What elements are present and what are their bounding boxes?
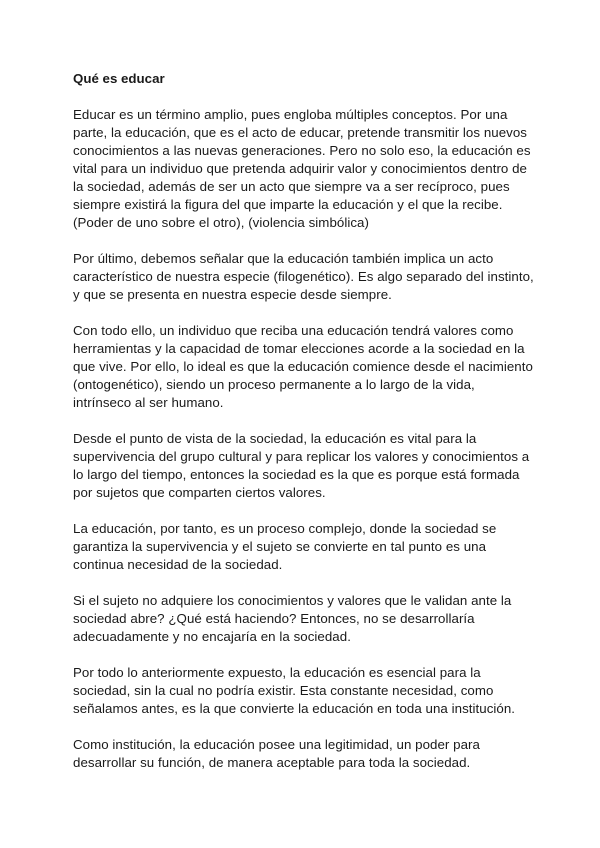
- paragraph-5: La educación, por tanto, es un proceso complejo, donde la sociedad se garantiza la supervivencia y el sujeto se convierte en tal punto es una continua necesidad de la sociedad.: [73, 521, 497, 572]
- document-page: [73, 70, 535, 790]
- document-title: Qué es educar: [73, 71, 165, 86]
- paragraph-4: Desde el punto de vista de la sociedad, la educación es vital para la supervivencia del grupo cultural y para replicar los valores y conocimientos a lo largo del tiempo, entonces la sociedad es la que es porque está formada por sujetos que comparten ciertos valores.: [73, 431, 530, 500]
- paragraph-6: Si el sujeto no adquiere los conocimientos y valores que le validan ante la sociedad abre? ¿Qué está haciendo? Entonces, no se desarrollaría adecuadamente y no encajaría en la sociedad.: [73, 593, 512, 644]
- paragraph-2: Por último, debemos señalar que la educación también implica un acto característico de nuestra especie (filogenético). Es algo separado del instinto, y que se presenta en nuestra especie desde siempre.: [73, 251, 534, 302]
- paragraph-1: Educar es un término amplio, pues engloba múltiples conceptos. Por una parte, la educación, que es el acto de educar, pretende transmitir los nuevos conocimientos a las nuevas generaciones. Pero no solo eso, la educación es vital para un individuo que pretenda adquirir valor y conocimientos dentro de la sociedad, además de ser un acto que siempre va a ser recíproco, pues siempre existirá la figura del que imparte la educación y el que la recibe. (Poder de uno sobre el otro), (violencia simbólica): [73, 107, 531, 230]
- paragraph-8: Como institución, la educación posee una legitimidad, un poder para desarrollar su función, de manera aceptable para toda la sociedad.: [73, 737, 480, 770]
- paragraph-3: Con todo ello, un individuo que reciba una educación tendrá valores como herramientas y la capacidad de tomar elecciones acorde a la sociedad en la que vive. Por ello, lo ideal es que la educación comience desde el nacimiento (ontogenético), siendo un proceso permanente a lo largo de la vida, intrínseco al ser humano.: [73, 323, 533, 410]
- paragraph-7: Por todo lo anteriormente expuesto, la educación es esencial para la sociedad, sin la cual no podría existir. Esta constante necesidad, como señalamos antes, es la que convierte la educación en toda una institución.: [73, 665, 516, 716]
